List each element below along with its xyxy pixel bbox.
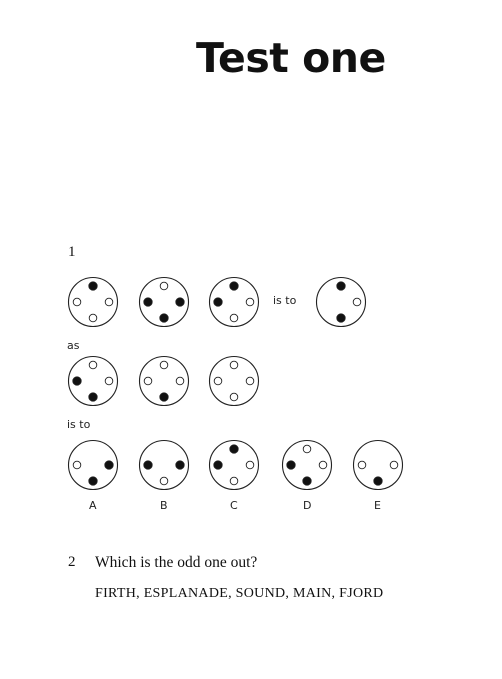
empty-dot [246,377,254,385]
page-title: Test one [196,34,386,82]
empty-dot [105,298,113,306]
is-to-label: is to [273,294,297,307]
filled-dot [337,314,345,322]
empty-dot [73,298,81,306]
filled-dot [214,461,222,469]
empty-dot [89,314,97,322]
circle-figure [315,276,367,328]
question-text: Which is the odd one out? [95,554,258,571]
empty-dot [176,377,184,385]
empty-dot [246,461,254,469]
filled-dot [89,477,97,485]
empty-dot [230,477,238,485]
question-number: 1 [68,244,76,260]
question-number: 2 [68,554,76,570]
option-label: E [374,499,381,512]
option-c[interactable] [208,439,260,491]
circle-figure [208,276,260,328]
filled-dot [160,314,168,322]
as-label: as [67,339,80,352]
empty-dot [214,377,222,385]
filled-dot [230,282,238,290]
empty-dot [144,377,152,385]
empty-dot [390,461,398,469]
filled-dot [214,298,222,306]
option-e[interactable] [352,439,404,491]
word-list: FIRTH, ESPLANADE, SOUND, MAIN, FJORD [95,586,384,601]
option-label: B [160,499,168,512]
empty-dot [160,477,168,485]
empty-dot [73,461,81,469]
empty-dot [319,461,327,469]
circle-figure [208,355,260,407]
empty-dot [230,361,238,369]
filled-dot [374,477,382,485]
filled-dot [73,377,81,385]
is-to-label: is to [67,418,91,431]
empty-dot [160,361,168,369]
filled-dot [160,393,168,401]
empty-dot [230,314,238,322]
filled-dot [337,282,345,290]
filled-dot [176,461,184,469]
filled-dot [176,298,184,306]
option-label: C [230,499,238,512]
empty-dot [105,377,113,385]
filled-dot [303,477,311,485]
empty-dot [303,445,311,453]
circle-figure [67,355,119,407]
empty-dot [358,461,366,469]
empty-dot [230,393,238,401]
empty-dot [246,298,254,306]
filled-dot [287,461,295,469]
empty-dot [353,298,361,306]
empty-dot [160,282,168,290]
option-label: D [303,499,312,512]
filled-dot [230,445,238,453]
circle-figure [67,276,119,328]
circle-figure [138,355,190,407]
option-label: A [89,499,97,512]
circle-figure [138,276,190,328]
empty-dot [89,361,97,369]
filled-dot [144,461,152,469]
filled-dot [89,282,97,290]
filled-dot [89,393,97,401]
option-a[interactable] [67,439,119,491]
option-b[interactable] [138,439,190,491]
filled-dot [105,461,113,469]
filled-dot [144,298,152,306]
option-d[interactable] [281,439,333,491]
